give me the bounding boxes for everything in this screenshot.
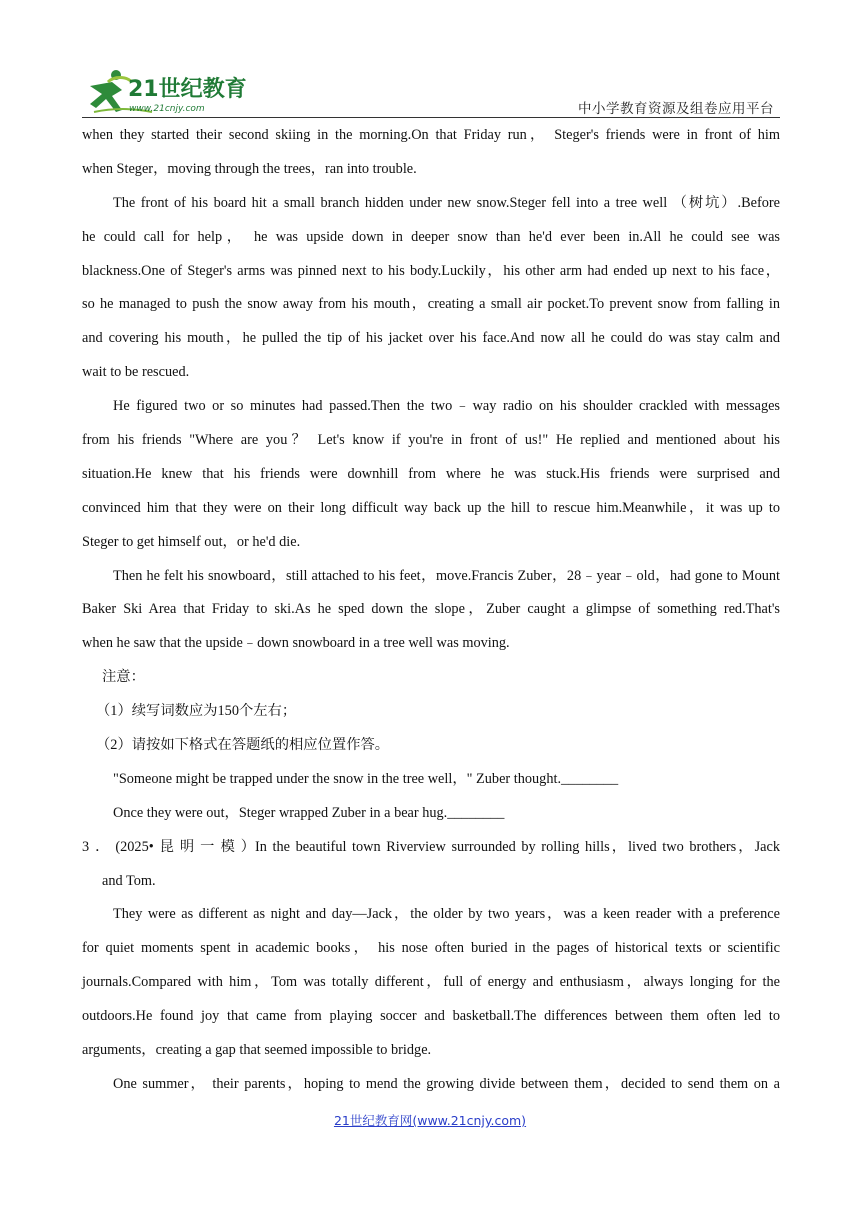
question-text: In the beautiful town Riverview surrounded by rolling hills，lived two brothers，Jack [255, 838, 780, 855]
platform-name: 中小学教育资源及组卷应用平台 [578, 101, 774, 117]
text-line: Steger to get himself out，or he'd die. [82, 533, 301, 550]
text-line: wait to be rescued. [82, 364, 190, 381]
text-line: Then he felt his snowboard，still attached to his feet，move.Francis Zuber，28﹣year﹣old，had gone to Mount [113, 567, 780, 584]
text-line: journals.Compared with him，Tom was totally different，full of energy and enthusiasm，always longing for the [82, 974, 780, 991]
footer-link[interactable]: 21世纪教育网(www.21cnjy.com) [333, 1113, 527, 1128]
page-header [82, 66, 780, 118]
svg-text:21世纪教育: 21世纪教育 [128, 77, 247, 102]
text-line: when Steger，moving through the trees，ran into trouble. [82, 160, 417, 177]
text-line: One summer， their parents，hoping to mend the growing divide between them，decided to send them on a [113, 1075, 780, 1092]
text-line: so he managed to push the snow away from his mouth，creating a small air pocket.To prevent snow from falling in [82, 296, 780, 313]
document-body [82, 119, 780, 1102]
text-line: and Tom. [102, 872, 156, 889]
text-line: when he saw that the upside﹣down snowboard in a tree well was moving. [82, 635, 510, 652]
header-divider [82, 117, 780, 118]
text-line: from his friends "Where are you？ Let's know if you're in front of us!" He replied and mentioned about his [82, 432, 780, 449]
text-line: for quiet moments spent in academic books， his nose often buried in the pages of historical texts or scientific [82, 940, 780, 957]
question-number: 3．(2025•昆明一模） [82, 838, 255, 855]
text-line: Baker Ski Area that Friday to ski.As he sped down the slope，Zuber caught a glimpse of something red.That's [82, 601, 780, 618]
svg-text:www.21cnjy.com: www.21cnjy.com [129, 104, 205, 114]
text-line: arguments，creating a gap that seemed impossible to bridge. [82, 1042, 432, 1059]
text-line: when they started their second skiing in the morning.On that Friday run， Steger's friends were in front of him [82, 127, 780, 143]
note-item: （1）续写词数应为150个左右； [96, 703, 297, 720]
text-line: He figured two or so minutes had passed.Then the two﹣way radio on his shoulder crackled with messages [113, 398, 780, 415]
page-footer [0, 1111, 860, 1129]
prompt-line: "Someone might be trapped under the snow in the tree well，" Zuber thought.________ [113, 770, 619, 787]
text-line: The front of his board hit a small branch hidden under new snow.Steger fell into a tree well （树坑）.Before [113, 194, 780, 211]
text-line: outdoors.He found joy that came from playing soccer and basketball.The differences between them often led to [82, 1008, 780, 1025]
note-heading: 注意： [102, 669, 145, 686]
text-line: blackness.One of Steger's arms was pinned next to his body.Luckily，his other arm had ended up next to his face， [82, 262, 780, 279]
text-line: and covering his mouth，he pulled the tip of his jacket over his face.And now all he could do was stay calm and [82, 330, 780, 347]
text-line: convinced him that they were on their long difficult way back up the hill to rescue him.Meanwhile，it was up to [82, 499, 780, 516]
text-line: he could call for help， he was upside down in deeper snow than he'd ever been in.All he could see was [82, 228, 780, 245]
logo-runner-icon [82, 66, 262, 116]
text-line: situation.He knew that his friends were downhill from where he was stuck.His friends were surprised and [82, 465, 780, 482]
question-line [82, 831, 780, 865]
logo [82, 66, 262, 116]
note-item: （2）请按如下格式在答题纸的相应位置作答。 [96, 737, 390, 754]
text-line: They were as different as night and day—Jack，the older by two years，was a keen reader with a preference [113, 906, 780, 923]
prompt-line: Once they were out，Steger wrapped Zuber in a bear hug.________ [113, 804, 505, 821]
